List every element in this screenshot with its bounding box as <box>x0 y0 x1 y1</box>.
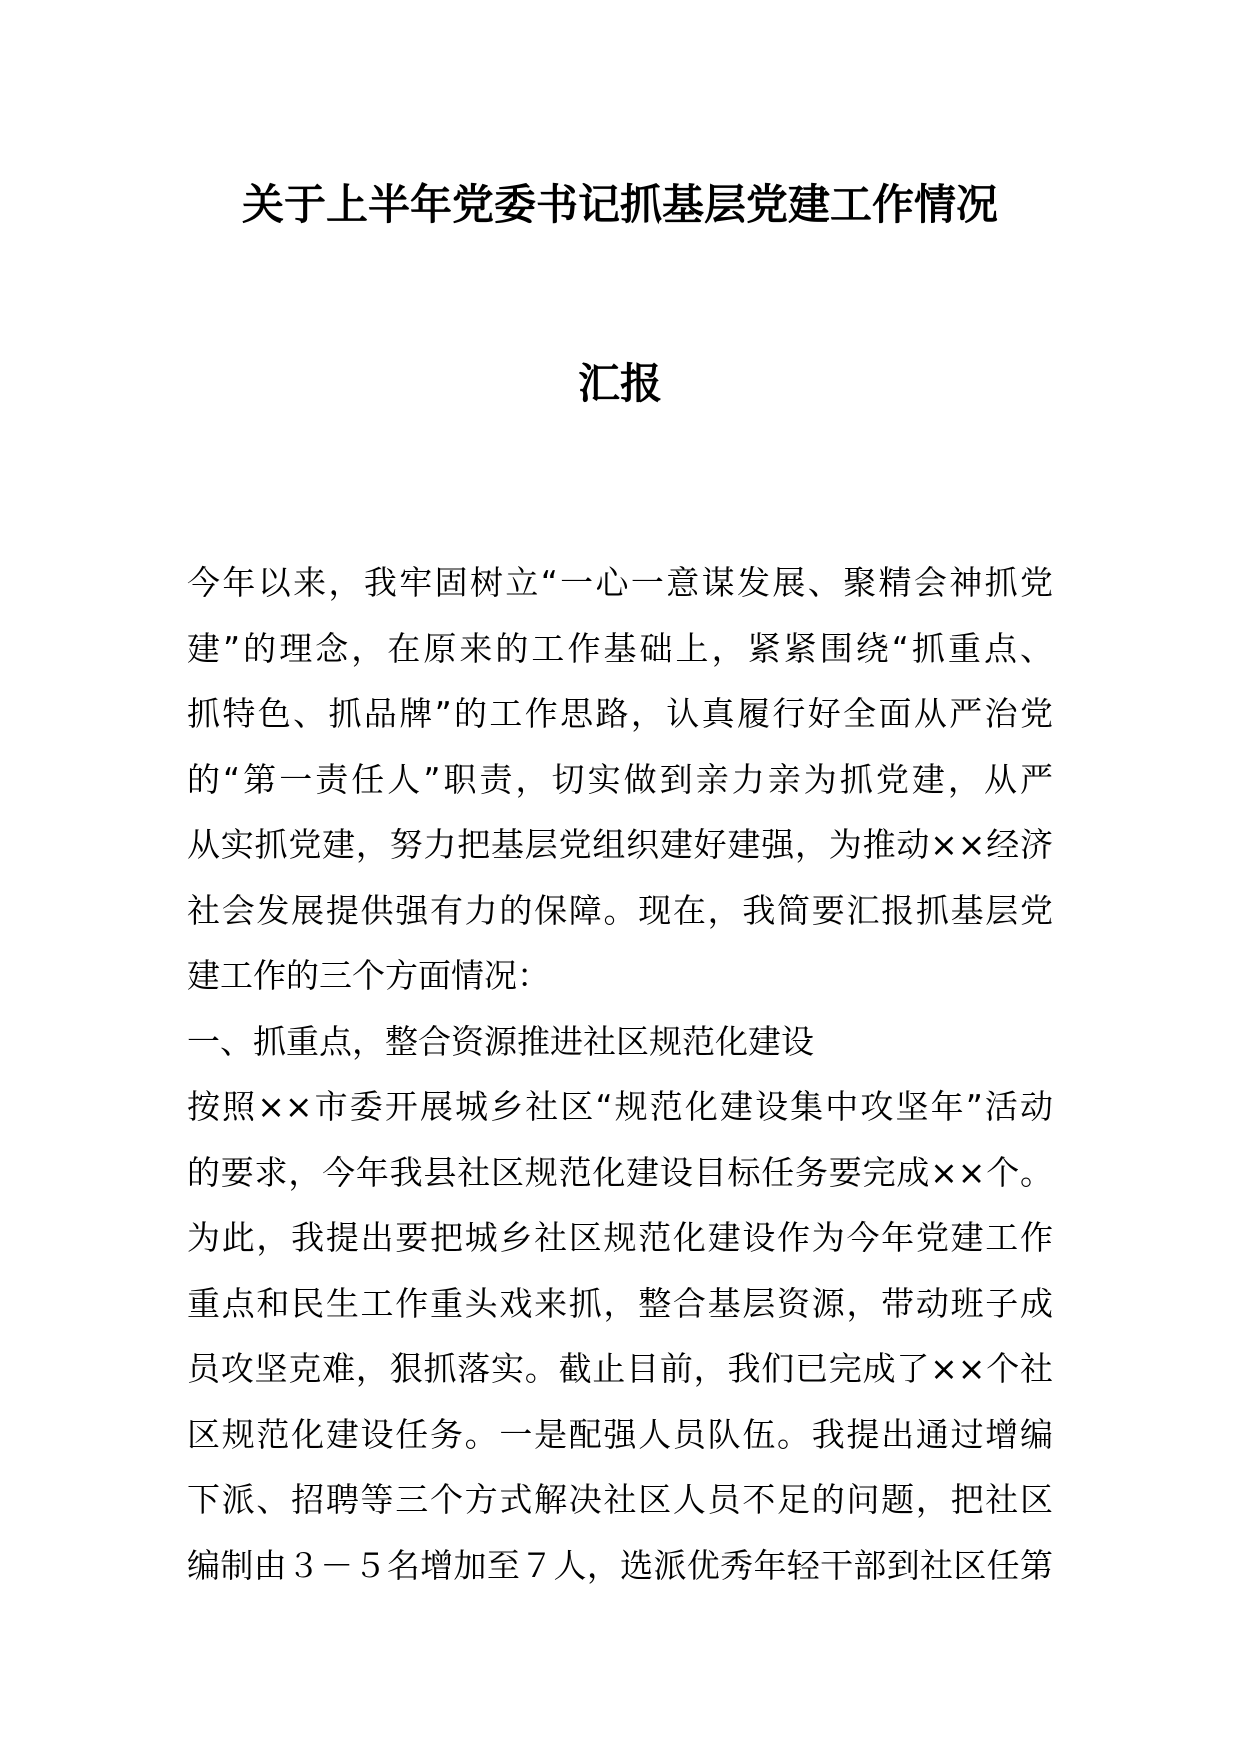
paragraph-1-line: 建工作的三个方面情况： <box>187 956 550 995</box>
paragraph-2-line: 为此，我提出要把城乡社区规范化建设作为今年党建工作 <box>187 1218 1053 1257</box>
document-body <box>187 550 1053 1598</box>
paragraph-2-line: 按照××市委开展城乡社区“规范化建设集中攻坚年”活动 <box>187 1087 1053 1126</box>
section-heading-1: 一、抓重点，整合资源推进社区规范化建设 <box>187 1021 814 1061</box>
paragraph-2-line: 员攻坚克难，狠抓落实。截止目前，我们已完成了××个社 <box>187 1349 1053 1388</box>
paragraph-1-line: 社会发展提供强有力的保障。现在，我简要汇报抓基层党 <box>187 890 1053 930</box>
document-title-line-2: 汇报 <box>577 359 662 408</box>
paragraph-2-line: 区规范化建设任务。一是配强人员队伍。我提出通过增编 <box>187 1414 1053 1454</box>
paragraph-1-line: 今年以来，我牢固树立“一心一意谋发展、聚精会神抓党 <box>187 563 1053 602</box>
paragraph-2-line: 下派、招聘等三个方式解决社区人员不足的问题，把社区 <box>187 1480 1053 1519</box>
paragraph-1-line: 抓特色、抓品牌”的工作思路，认真履行好全面从严治党 <box>187 694 1053 733</box>
paragraph-2-line: 编制由３－５名增加至７人，选派优秀年轻干部到社区任第 <box>187 1545 1053 1585</box>
paragraph-1-line: 的“第一责任人”职责，切实做到亲力亲为抓党建，从严 <box>187 759 1053 799</box>
paragraph-2-line: 的要求，今年我县社区规范化建设目标任务要完成××个。 <box>187 1152 1053 1192</box>
document-title-line-1: 关于上半年党委书记抓基层党建工作情况 <box>241 180 998 229</box>
paragraph-2-line: 重点和民生工作重头戏来抓，整合基层资源，带动班子成 <box>187 1283 1053 1323</box>
paragraph-1-line: 从实抓党建，努力把基层党组织建好建强，为推动××经济 <box>187 825 1053 864</box>
paragraph-1-line: 建”的理念，在原来的工作基础上，紧紧围绕“抓重点、 <box>187 628 1053 668</box>
